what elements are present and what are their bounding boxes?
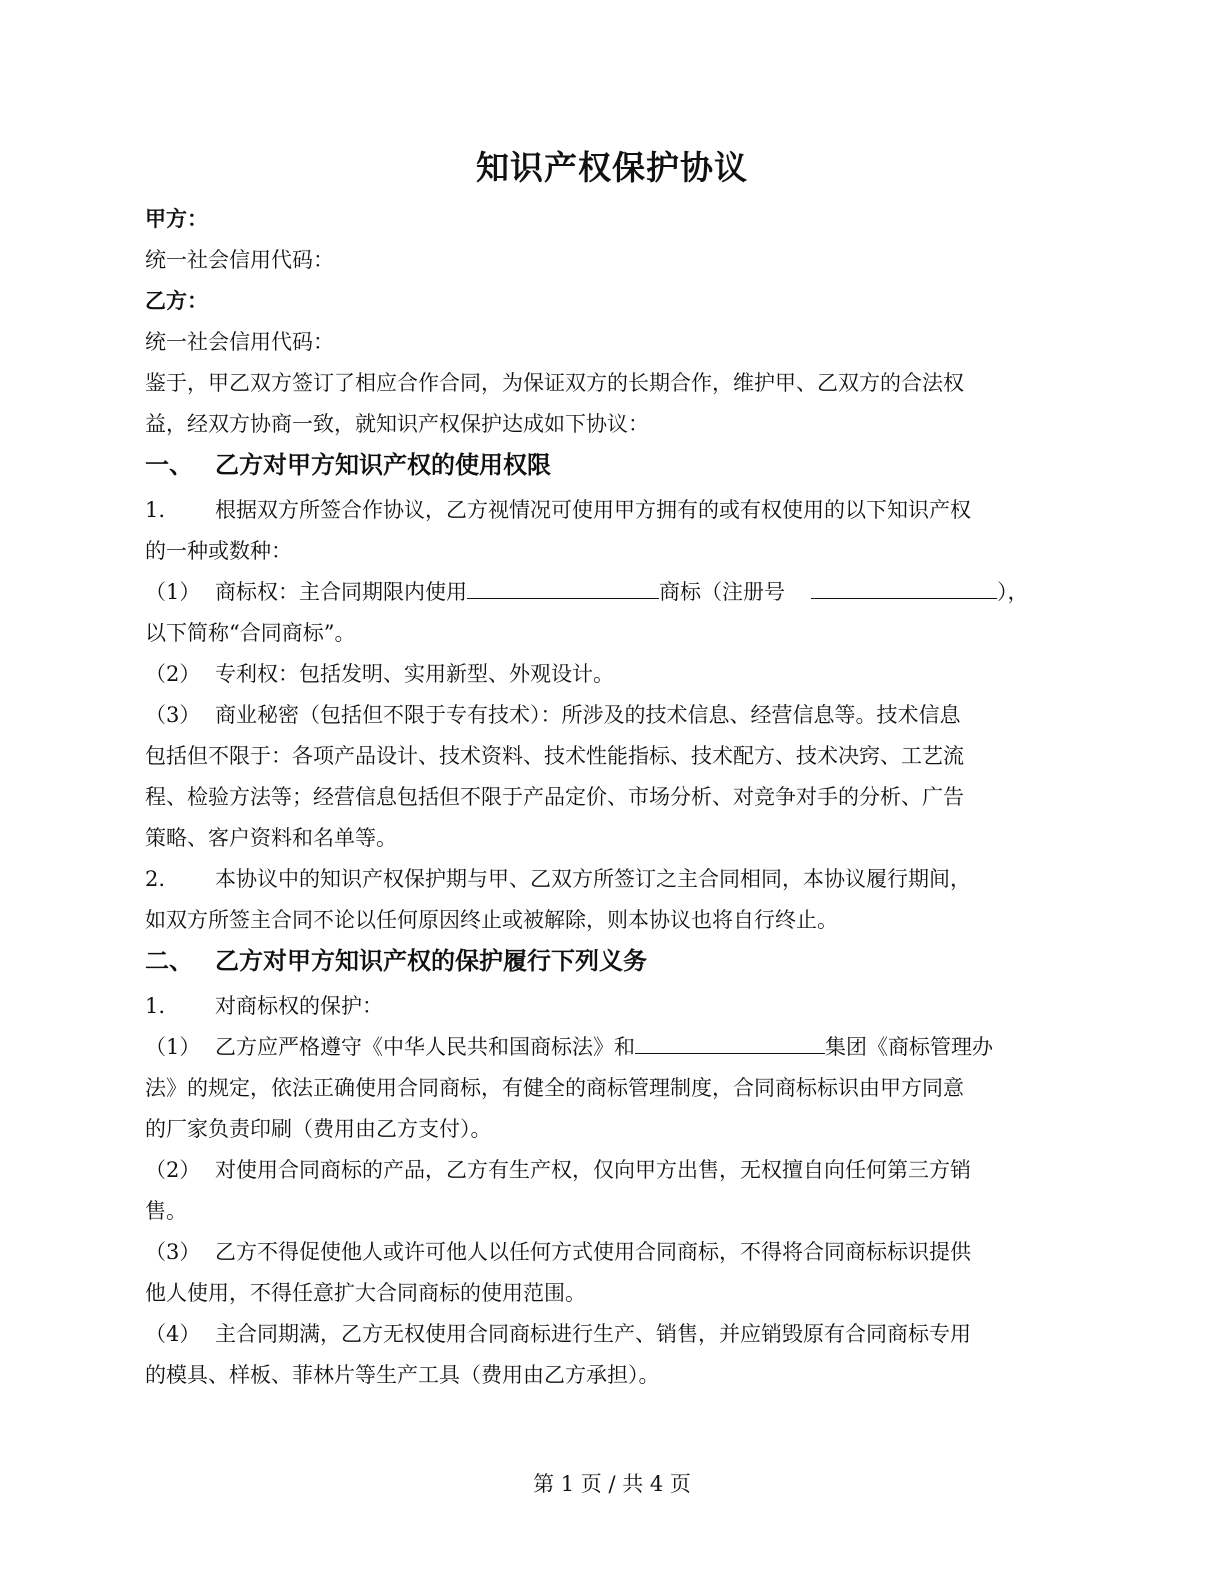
group-name-blank[interactable] <box>635 1033 825 1054</box>
subclause-text: 售。 <box>145 1199 187 1223</box>
document-title: 知识产权保护协议 <box>476 148 748 187</box>
subclause-text: 以下简称“合同商标”。 <box>145 621 356 645</box>
subclause-text: 程、检验方法等；经营信息包括但不限于产品定价、市场分析、对竞争对手的分析、广告 <box>145 785 964 809</box>
clause-2-1 <box>145 991 1080 1021</box>
subclause-text: 商业秘密（包括但不限于专有技术）：所涉及的技术信息、经营信息等。技术信息 <box>215 703 961 727</box>
party-b-label: 乙方： <box>145 288 208 313</box>
subclause-text: ）， <box>997 580 1029 604</box>
section-2-heading <box>145 946 1080 976</box>
party-a-code-label: 统一社会信用代码： <box>145 248 334 272</box>
subclause-number: （3） <box>145 703 201 727</box>
clause-1-1 <box>145 495 1080 525</box>
subclause-text: 的模具、样板、菲林片等生产工具（费用由乙方承担）。 <box>145 1363 660 1387</box>
section-number: 一、 <box>145 450 193 479</box>
trademark-name-blank[interactable] <box>467 578 659 599</box>
subclause-number: （1） <box>145 580 201 604</box>
subclause-text: 乙方应严格遵守《中华人民共和国商标法》和 <box>215 1035 635 1059</box>
clause-number: 1. <box>145 498 166 522</box>
subclause-text: 专利权：包括发明、实用新型、外观设计。 <box>215 662 614 686</box>
subclause-text: 商标（注册号 <box>659 580 785 604</box>
subclause-text: 包括但不限于：各项产品设计、技术资料、技术性能指标、技术配方、技术决窍、工艺流 <box>145 744 964 768</box>
subclause-number: （1） <box>145 1035 201 1059</box>
clause-number: 1. <box>145 994 166 1018</box>
subclause-number: （2） <box>145 1158 201 1182</box>
party-b-code-label: 统一社会信用代码： <box>145 330 334 354</box>
clause-text: 本协议中的知识产权保护期与甲、乙双方所签订之主合同相同，本协议履行期间， <box>215 867 971 891</box>
subclause-number: （3） <box>145 1240 201 1264</box>
subclause-text: 主合同期满，乙方无权使用合同商标进行生产、销售，并应销毁原有合同商标专用 <box>215 1322 971 1346</box>
clause-number: 2. <box>145 867 166 891</box>
subclause-production <box>145 1155 1080 1185</box>
clause-text: 的一种或数种： <box>145 539 292 563</box>
section-title: 乙方对甲方知识产权的使用权限 <box>215 450 551 479</box>
subclause-text: 法》的规定，依法正确使用合同商标，有健全的商标管理制度，合同商标标识由甲方同意 <box>145 1076 964 1100</box>
subclause-number: （2） <box>145 662 201 686</box>
subclause-text: 他人使用，不得任意扩大合同商标的使用范围。 <box>145 1281 586 1305</box>
subclause-text: 的厂家负责印刷（费用由乙方支付）。 <box>145 1117 492 1141</box>
subclause-patent <box>145 659 1080 689</box>
clause-text: 如双方所签主合同不论以任何原因终止或被解除，则本协议也将自行终止。 <box>145 908 838 932</box>
page-number-footer: 第 1 页 / 共 4 页 <box>533 1472 691 1496</box>
subclause-trademark <box>145 577 1080 607</box>
subclause-text: 集团《商标管理办 <box>825 1035 993 1059</box>
clause-1-2 <box>145 864 1080 894</box>
subclause-trademark-law <box>145 1032 1080 1062</box>
section-1-heading <box>145 450 1080 480</box>
clause-text: 对商标权的保护： <box>215 994 383 1018</box>
section-number: 二、 <box>145 946 193 975</box>
subclause-number: （4） <box>145 1322 201 1346</box>
party-a-label: 甲方： <box>145 206 208 231</box>
subclause-text: 对使用合同商标的产品，乙方有生产权，仅向甲方出售，无权擅自向任何第三方销 <box>215 1158 971 1182</box>
subclause-text: 乙方不得促使他人或许可他人以任何方式使用合同商标，不得将合同商标标识提供 <box>215 1240 971 1264</box>
preamble-line: 益，经双方协商一致，就知识产权保护达成如下协议： <box>145 412 649 436</box>
preamble-line: 鉴于，甲乙双方签订了相应合作合同，为保证双方的长期合作，维护甲、乙双方的合法权 <box>145 371 964 395</box>
subclause-expiry <box>145 1319 1080 1349</box>
subclause-trade-secret <box>145 700 1080 730</box>
subclause-text: 商标权：主合同期限内使用 <box>215 580 467 604</box>
subclause-no-sublicense <box>145 1237 1080 1267</box>
registration-number-blank[interactable] <box>811 578 997 599</box>
section-title: 乙方对甲方知识产权的保护履行下列义务 <box>215 946 647 975</box>
subclause-text: 策略、客户资料和名单等。 <box>145 826 397 850</box>
clause-text: 根据双方所签合作协议，乙方视情况可使用甲方拥有的或有权使用的以下知识产权 <box>215 498 971 522</box>
